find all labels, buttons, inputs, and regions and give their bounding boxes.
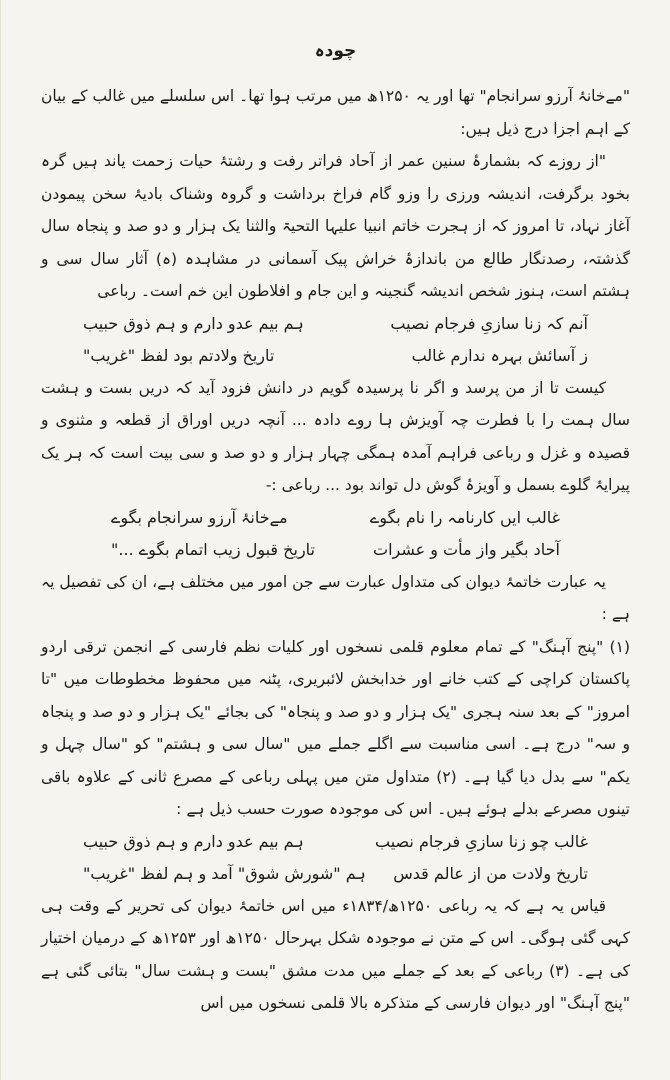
verse-hemistich-right: غالب ایں کارنامہ را نام بگوے (369, 507, 560, 527)
verse-hemistich-left: تاریخ ولادتم بود لفظ "غریب" (83, 345, 275, 365)
verse-hemistich-left: مےخانۂ آرزو سرانجام بگوے (111, 507, 288, 527)
verse-hemistich-right: غالب چو زنا سازیِ فرجام نصیب (374, 831, 588, 851)
verse-hemistich-right: آنم کہ زنا سازیِ فرجام نصیب (390, 313, 588, 333)
verse-hemistich-right: آحاد بگیر واز مأت و عشرات (373, 539, 560, 559)
verse-hemistich-left: ہم بیم عدو دارم و ہم ذوق حبیب (83, 831, 304, 851)
verse-line (41, 308, 630, 340)
verse-hemistich-left: ہم "شورش شوق" آمد و ہم لفظ "غریب" (83, 863, 366, 883)
verse-hemistich-right: تاریخ ولادت من از عالم قدس (393, 863, 588, 883)
verse-hemistich-left: ہم بیم عدو دارم و ہم ذوق حبیب (83, 313, 304, 333)
verse-hemistich-right: ز آسائش بہرہ ندارم غالب (411, 345, 588, 365)
verse-line (41, 340, 630, 372)
verse-line (41, 858, 630, 890)
page-body (41, 80, 630, 1020)
verse-hemistich-left: تاریخ قبول زیب اتمام بگوے ..." (111, 539, 315, 559)
intro-paragraph: "مےخانۂ آرزو سرانجام" تھا اور یہ ۱۲۵۰ھ میں مرتب ہوا تھا۔ اس سلسلے میں غالب کے بیان کے اہم اجزا درج ذیل ہیں: (41, 87, 630, 138)
commentary-paragraph: (۱) "پنج آہنگ" کے تمام معلوم قلمی نسخوں اور کلیات نظم فارسی کے انجمن ترقی اردو پاکستان کراچی کے کتب خانے اور خدابخش لائبریری، پٹنہ میں محفوظ مخطوطات میں "تا امروز" کے بعد سنہ ہجری "یک ہزار و دو صد و پنجاہ" کی بجائے "یک ہزار و دو صد و پنجاہ و سہ" درج ہے۔ اسی مناسبت سے اگلے جملے میں "سال سی و ہشتم" کو "سال چہل و یکم" سے بدل دیا گیا ہے۔ (۲) متداول متن میں پہلی رباعی کے مصرع ثانی کے علاوہ باقی تینوں مصرعے بدلے ہوئے ہیں۔ اس کی موجودہ صورت حسب ذیل ہے : (41, 637, 630, 818)
commentary-paragraph: قیاس یہ ہے کہ یہ رباعی ۱۲۵۰ھ/۱۸۳۴ء میں اس خاتمۂ دیوان کی تحریر کے وقت ہی کہی گئی ہوگی۔ اس کے متن نے موجودہ شکل بہرحال ۱۲۵۰ھ اور ۱۲۵۳ھ کے درمیان اختیار کی ہے۔ (۳) رباعی کے بعد کے جملے میں مدت مشق "بست و ہشت سال" بتائی گئی ہے "پنج آہنگ" اور دیوان فارسی کے متذکرہ بالا قلمی نسخوں میں اس (41, 896, 630, 1012)
verse-line (41, 534, 630, 566)
quoted-prose-paragraph: کیست تا از من پرسد و اگر نا پرسیدہ گویم در دانش فزود آید کہ دریں بست و ہشت سال ہمت را با فطرت چہ آویزش ہا روے دادہ ... آنچہ دریں اوراق از قطعہ و مثنوی و قصیدہ و غزل و رباعی فراہم آمدہ ہمگی چہار ہزار و دو صد و سی بیت است کہ ہر یک پیرایۂ گلوے بسمل و آویزۂ گوش دل تواند بود ... رباعی :- (41, 378, 630, 494)
verse-line (41, 502, 630, 534)
commentary-paragraph: یہ عبارت خاتمۂ دیوان کی متداول عبارت سے جن امور میں مختلف ہے، ان کی تفصیل یہ ہے : (41, 572, 630, 623)
verse-line (41, 826, 630, 858)
quoted-prose-paragraph: "از روزے کہ بشمارۂ سنین عمر از آحاد فراتر رفت و رشتۂ حیات زحمت یاند ہیں گرہ بخود برگرفت، اندیشہ ورزی را وزو گام فراخ برداشت و گروہ وشناک بادیۂ سخن پیمودن آغاز نہاد، تا امروز کہ از ہجرت خاتم انبیا علیہا التحیۃ والثنا یک ہزار و دو صد و پنجاہ سال گذشتہ، رصدنگار طالع من باندازۂ خراش پیک آسمانی در مشاہدہ (ہ) آثار سال سی و ہشتم است، ہنوز شخص اندیشہ گنجینہ و این جام و افلاطون این خم است۔ رباعی (41, 152, 630, 300)
page-number-title: چودہ (314, 41, 357, 61)
